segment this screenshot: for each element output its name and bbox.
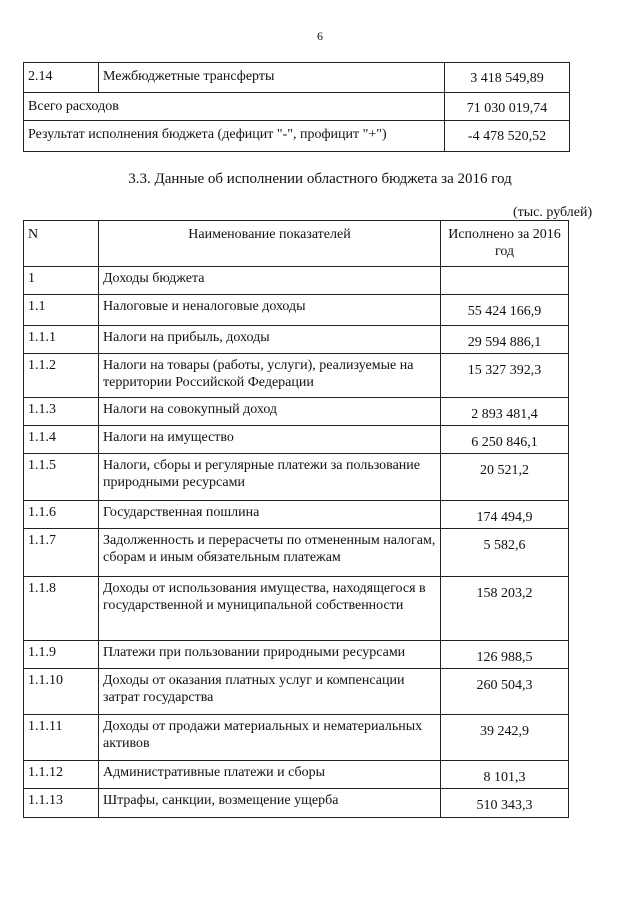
table-row: [24, 789, 569, 818]
row-number: 2.14: [24, 63, 99, 93]
row-value: 174 494,9: [441, 501, 569, 529]
row-name: Административные платежи и сборы: [99, 761, 441, 789]
row-value: 260 504,3: [441, 669, 569, 715]
table-row: [24, 398, 569, 426]
row-name: Налоги на совокупный доход: [99, 398, 441, 426]
row-number: 1.1.5: [24, 454, 99, 501]
header-name: Наименование показателей: [99, 221, 441, 267]
table-row: [24, 93, 570, 121]
row-number: 1.1.8: [24, 577, 99, 641]
row-name: Доходы от оказания платных услуг и компенсации затрат государства: [99, 669, 441, 715]
row-value: 15 327 392,3: [441, 354, 569, 398]
table-row: [24, 529, 569, 577]
row-number: 1.1.2: [24, 354, 99, 398]
row-value: 8 101,3: [441, 761, 569, 789]
header-number: N: [24, 221, 99, 267]
table-row: [24, 501, 569, 529]
budget-revenue-table: [23, 220, 569, 818]
row-value: 126 988,5: [441, 641, 569, 669]
row-value: 20 521,2: [441, 454, 569, 501]
table-row: [24, 267, 569, 295]
table-row: [24, 669, 569, 715]
table-row: [24, 761, 569, 789]
table-header-row: [24, 221, 569, 267]
table-row: [24, 295, 569, 326]
row-label: Результат исполнения бюджета (дефицит "-", профицит "+"): [24, 121, 445, 152]
table-row: [24, 426, 569, 454]
units-label: (тыс. рублей): [513, 205, 593, 220]
row-value: 55 424 166,9: [441, 295, 569, 326]
row-name: Налоги, сборы и регулярные платежи за пользование природными ресурсами: [99, 454, 441, 501]
row-number: 1.1: [24, 295, 99, 326]
row-number: 1: [24, 267, 99, 295]
table-row: [24, 641, 569, 669]
row-label: Всего расходов: [24, 93, 445, 121]
row-number: 1.1.4: [24, 426, 99, 454]
row-number: 1.1.10: [24, 669, 99, 715]
expenses-summary-table: [23, 62, 570, 152]
table-row: [24, 354, 569, 398]
row-number: 1.1.7: [24, 529, 99, 577]
row-name: Налоги на имущество: [99, 426, 441, 454]
row-value: [441, 267, 569, 295]
row-name: Доходы бюджета: [99, 267, 441, 295]
row-number: 1.1.1: [24, 326, 99, 354]
row-name: Задолженность и перерасчеты по отмененным налогам, сборам и иным обязательным платежам: [99, 529, 441, 577]
header-value: Исполнено за 2016 год: [441, 221, 569, 267]
row-number: 1.1.9: [24, 641, 99, 669]
row-value: 29 594 886,1: [441, 326, 569, 354]
row-name: Налоги на прибыль, доходы: [99, 326, 441, 354]
row-value: 2 893 481,4: [441, 398, 569, 426]
row-name: Государственная пошлина: [99, 501, 441, 529]
table-row: [24, 715, 569, 761]
table-row: [24, 454, 569, 501]
row-name: Налоги на товары (работы, услуги), реализуемые на территории Российской Федерации: [99, 354, 441, 398]
row-number: 1.1.12: [24, 761, 99, 789]
row-value: 71 030 019,74: [445, 93, 570, 121]
row-value: 39 242,9: [441, 715, 569, 761]
table-row: [24, 577, 569, 641]
section-title: 3.3. Данные об исполнении областного бюджета за 2016 год: [128, 171, 512, 187]
row-name: Доходы от продажи материальных и нематериальных активов: [99, 715, 441, 761]
row-value: 3 418 549,89: [445, 63, 570, 93]
row-number: 1.1.3: [24, 398, 99, 426]
row-name: Платежи при пользовании природными ресурсами: [99, 641, 441, 669]
table-row: [24, 326, 569, 354]
table-row: [24, 121, 570, 152]
row-label: Межбюджетные трансферты: [99, 63, 445, 93]
page-number: 6: [317, 29, 323, 43]
table-row: [24, 63, 570, 93]
row-number: 1.1.13: [24, 789, 99, 818]
row-value: 6 250 846,1: [441, 426, 569, 454]
row-value: -4 478 520,52: [445, 121, 570, 152]
row-value: 158 203,2: [441, 577, 569, 641]
row-name: Штрафы, санкции, возмещение ущерба: [99, 789, 441, 818]
row-value: 5 582,6: [441, 529, 569, 577]
row-number: 1.1.6: [24, 501, 99, 529]
row-name: Налоговые и неналоговые доходы: [99, 295, 441, 326]
row-name: Доходы от использования имущества, находящегося в государственной и муниципальной собственности: [99, 577, 441, 641]
row-number: 1.1.11: [24, 715, 99, 761]
row-value: 510 343,3: [441, 789, 569, 818]
